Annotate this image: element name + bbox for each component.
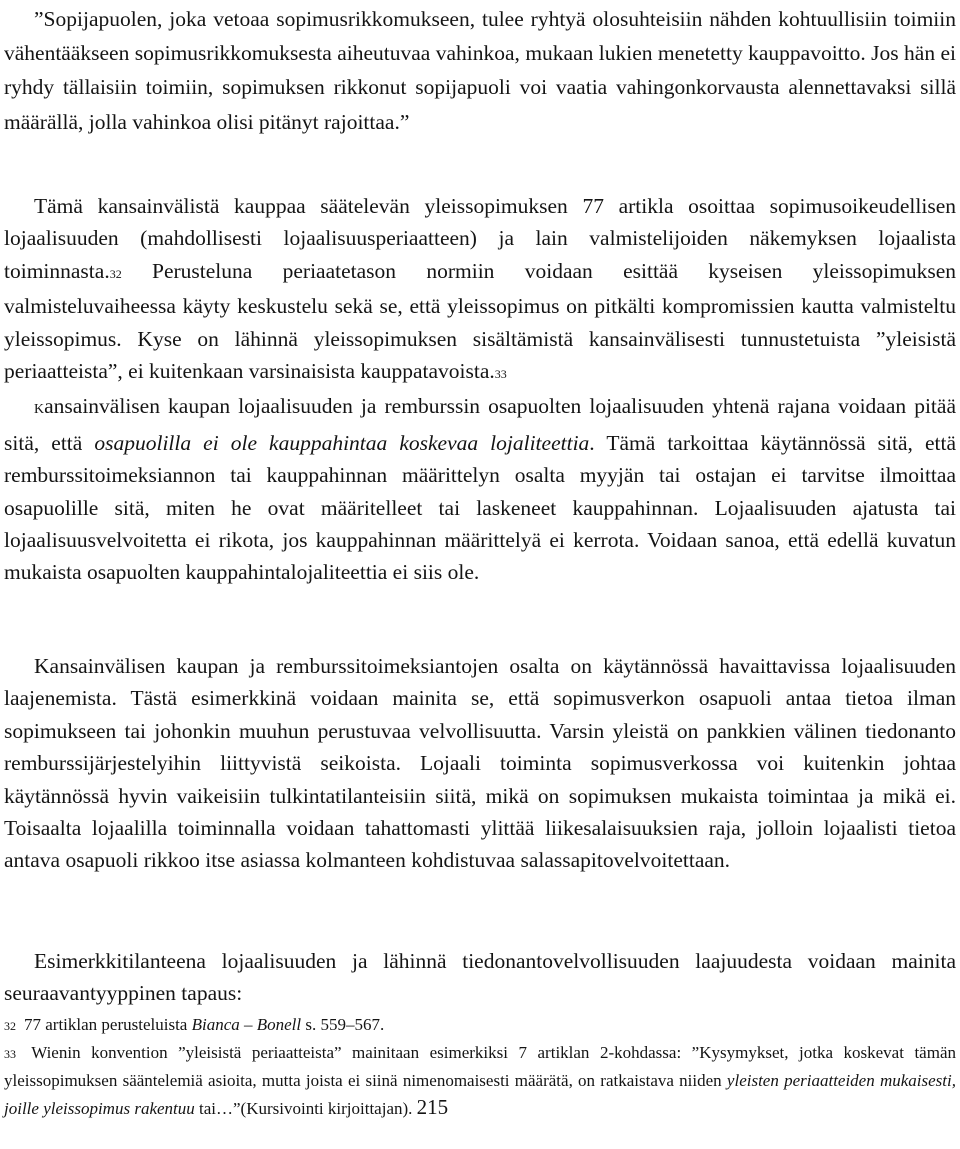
footnote-text: 77 artiklan perusteluista (24, 1015, 192, 1034)
paragraph1-part3: ansainvälisen kaupan lojaalisuuden ja remburssin osapuolten lojaalisuuden yhtenä rajana voidaan pitää sitä, että (4, 394, 956, 455)
paragraph-article-77 (4, 190, 956, 589)
paragraph2-text: Kansainvälisen kaupan ja remburssitoimeksiantojen osalta on käytännössä havaittavissa lojaalisuuden laajenemista. Tästä esimerkkinä voidaan mainita se, että sopimusverkon osapuoli antaa tietoa ilman sopimukseen tai johonkin muuhun perustuvaa velvollisuutta. Varsin yleistä on pankkien välinen tiedonanto remburssijärjestelyihin liittyvistä seikoista. Lojaali toiminta sopimusverkossa voi kuitenkin johtaa käytännössä hyvin vaikeisiin tulkintatilanteisiin siitä, mikä on sopimuksen mukaista toimintaa ja mikä ei. Toisaalta lojaalilla toiminnalla voidaan tahattomasti ylittää liikesalaisuuksien raja, jolloin lojaalisti tietoa antava osapuoli rikkoo itse asiassa kolmanteen kohdistuvaa salassapitovelvoitettaan. (4, 654, 956, 873)
footnote-number: 33 (4, 1047, 16, 1061)
footnote-text: tai…”(Kursivointi kirjoittajan). (194, 1099, 417, 1118)
footnote-33 (4, 1040, 956, 1123)
small-k-letter: K (34, 402, 45, 418)
paragraph-loyalty-expansion (4, 650, 956, 877)
footnote-italic: Bianca – Bonell (191, 1015, 302, 1034)
paragraph1-italic: osapuolilla ei ole kauppahintaa koskevaa lojaliteettia (94, 430, 590, 455)
footnote-text: s. 559–567. (301, 1015, 385, 1034)
paragraph3-text: Esimerkkitilanteena lojaalisuuden ja lähinnä tiedonantovelvollisuuden laajuudesta voidaan mainita seuraavantyyppinen tapaus: (4, 949, 956, 1006)
footnote-ref-33: 33 (494, 367, 507, 382)
paragraph1-part1: Tämä kansainvälistä kauppaa säätelevän yleissopimuksen 77 artikla osoittaa sopimusoikeudellisen lojaalisuuden (mahdollisesti lojaalisuusperiaatteen) ja lain valmistelijoiden näkemyksen lojaalista toiminnasta. (4, 194, 956, 283)
quote-text: ”Sopijapuolen, joka vetoaa sopimusrikkomukseen, tulee ryhtyä olosuhteisiin nähden kohtuullisiin toimiin vähentääkseen sopimusrikkomuksesta aiheutuvaa vahinkoa, mukaan lukien menetetty kauppavoitto. Jos hän ei ryhdy tällaisiin toimiin, sopimuksen rikkonut sopijapuoli voi vaatia vahingonkorvausta alennettavaksi sillä määrällä, jolla vahinkoa olisi pitänyt rajoittaa.” (4, 7, 956, 134)
paragraph1-part4: . Tämä tarkoittaa käytännössä sitä, että remburssitoimeksiannon tai kauppahinnan määrittelyn osalta myyjän tai ostajan ei tarvitse ilmoittaa osapuolille sitä, miten he ovat määritelleet tai laskeneet kauppahinnan. Lojaalisuuden ajatusta tai lojaalisuusvelvoitetta ei rikota, jos kauppahinnan määrittelyä ei kerrota. Voidaan sanoa, että edellä kuvatun mukaista osapuolten kauppahintalojaliteettia ei siis ole. (4, 430, 956, 585)
page-number: 215 (416, 1095, 449, 1119)
footnote-italic: yleisten periaatteiden mukaisesti, joille yleissopimus rakentuu (4, 1070, 956, 1118)
paragraph1-part2: Perusteluna periaatetason normiin voidaan esittää kyseisen yleissopimuksen valmisteluvaiheessa käyty keskustelu sekä se, että yleissopimus on pitkälti kompromissien kautta valmisteltu yleissopimus. Kyse on lähinnä yleissopimuksen sisältämistä kansainvälisesti tunnustetuista ”yleisistä periaatteista”, ei kuitenkaan varsinaisista kauppatavoista. (4, 258, 956, 384)
footnote-32 (4, 1014, 956, 1037)
footnote-ref-32: 32 (109, 266, 122, 281)
footnote-number: 32 (4, 1019, 16, 1033)
paragraph-example-intro (4, 945, 956, 1010)
footnote-text: Wienin konvention ”yleisistä periaatteista” mainitaan esimerkiksi 7 artiklan 2-kohdassa: ”Kysymykset, jotka koskevat tämän yleissopimuksen sääntelemiä asioita, mutta joista ei siinä nimenomaisesti määrätä, on ratkaistava niiden (4, 1043, 956, 1090)
quoted-article-text (4, 2, 956, 139)
